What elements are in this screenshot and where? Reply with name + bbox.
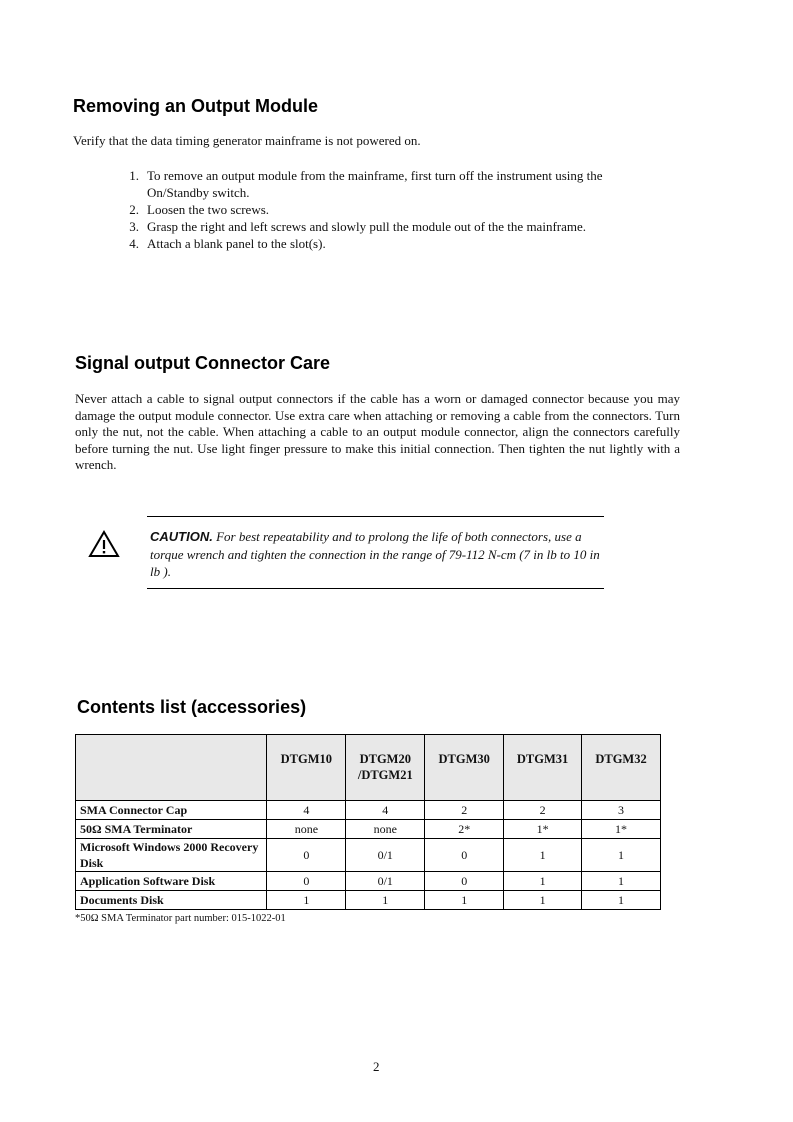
table-cell: 4	[267, 801, 346, 820]
list-item: 2. Loosen the two screws.	[129, 202, 270, 217]
table-cell: 2*	[425, 820, 504, 839]
table-cell: 0/1	[346, 839, 425, 872]
connector-care-paragraph: Never attach a cable to signal output connectors if the cable has a worn or damaged connector because you may damage the output module connector. Use extra care when attaching or removing a cable from the connectors. Turn only the nut, not the cable. When attaching a cable to an output module connector, align the connectors carefully before turning the nut. Use light finger pressure to make this initial connection. Then tighten the nut lightly with a wrench.	[75, 391, 680, 472]
table-cell: 1	[504, 839, 582, 872]
table-cell: 1	[582, 872, 661, 891]
section-title-connector-care: Signal output Connector Care	[75, 353, 331, 373]
table-cell: 1	[582, 891, 661, 910]
table-row	[76, 801, 661, 820]
table-header-cell: DTGM30	[425, 735, 504, 801]
table-cell: 0	[267, 872, 346, 891]
table-cell: 1	[504, 872, 582, 891]
table-cell: none	[346, 820, 425, 839]
table-header-cell: DTGM10	[267, 735, 346, 801]
table-footnote: *50Ω SMA Terminator part number: 015-1022-01	[75, 913, 286, 924]
table-cell: none	[267, 820, 346, 839]
table-header-cell: DTGM31	[504, 735, 582, 801]
table-cell: 2	[425, 801, 504, 820]
table-cell: 1	[582, 839, 661, 872]
table-row-label: SMA Connector Cap	[76, 801, 267, 820]
table-row-label: Application Software Disk	[76, 872, 267, 891]
table-row-label: Documents Disk	[76, 891, 267, 910]
list-item: 1. To remove an output module from the mainframe, first turn off the instrument using the On/Standby switch.	[129, 168, 603, 200]
table-cell: 1	[504, 891, 582, 910]
warning-triangle-icon	[88, 530, 120, 558]
table-row	[76, 891, 661, 910]
table-cell: 3	[582, 801, 661, 820]
table-cell: 2	[504, 801, 582, 820]
page-number: 2	[373, 1059, 380, 1074]
table-cell: 0	[425, 839, 504, 872]
table-cell: 1*	[504, 820, 582, 839]
removal-steps-list	[123, 167, 663, 252]
table-cell: 0	[425, 872, 504, 891]
section-title-contents-list: Contents list (accessories)	[77, 697, 307, 717]
table-row	[76, 820, 661, 839]
table-cell: 4	[346, 801, 425, 820]
accessories-table	[75, 734, 661, 910]
table-cell: 1	[425, 891, 504, 910]
table-row-label: 50Ω SMA Terminator	[76, 820, 267, 839]
list-item: 4. Attach a blank panel to the slot(s).	[129, 236, 326, 251]
table-header-row	[76, 735, 661, 801]
caution-top-rule	[147, 516, 604, 517]
caution-text: For best repeatability and to prolong the life of both connectors, use a torque wrench and tighten the connection in the range of 79-112 N-cm (7 in lb to 10 in lb ).	[150, 529, 600, 579]
table-row	[76, 839, 661, 872]
table-header-cell: DTGM32	[582, 735, 661, 801]
list-item: 3. Grasp the right and left screws and slowly pull the module out of the the mainframe.	[129, 219, 586, 234]
section-intro: Verify that the data timing generator mainframe is not powered on.	[73, 133, 421, 148]
caution-bottom-rule	[147, 588, 604, 589]
table-row-label: Microsoft Windows 2000 Recovery Disk	[76, 839, 267, 872]
caution-label: CAUTION.	[150, 529, 213, 544]
table-row	[76, 872, 661, 891]
table-header-cell: DTGM20 /DTGM21	[346, 735, 425, 801]
table-cell: 0	[267, 839, 346, 872]
table-header-cell	[76, 735, 267, 801]
table-cell: 1*	[582, 820, 661, 839]
caution-note	[150, 528, 610, 581]
section-title-removing-module: Removing an Output Module	[73, 96, 318, 116]
table-cell: 1	[346, 891, 425, 910]
table-cell: 1	[267, 891, 346, 910]
table-cell: 0/1	[346, 872, 425, 891]
